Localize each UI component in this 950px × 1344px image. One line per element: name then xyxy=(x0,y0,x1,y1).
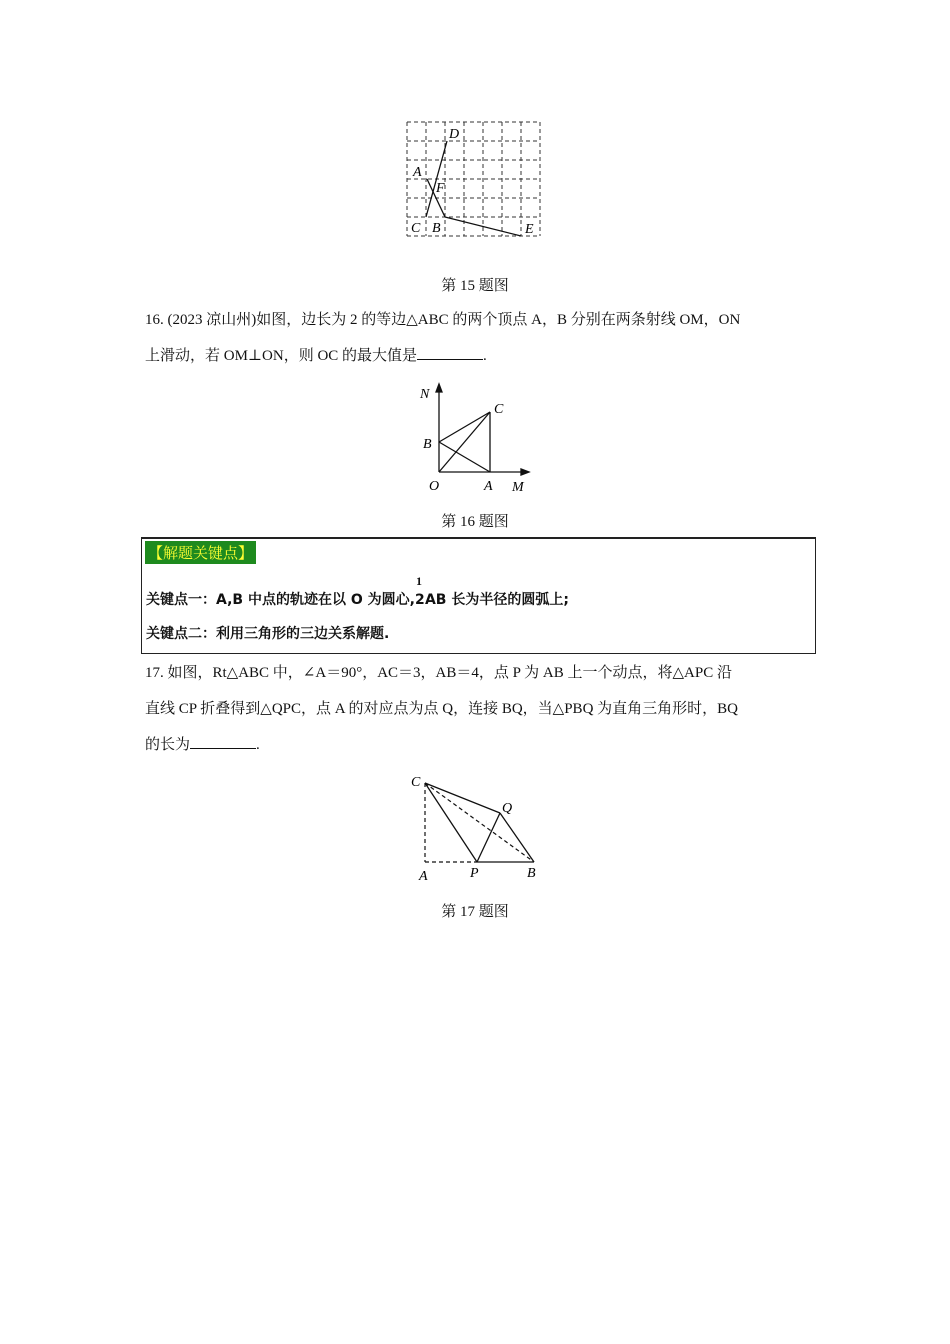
label-n: N xyxy=(420,387,430,402)
figure-16-caption: 第 16 题图 xyxy=(441,514,509,530)
label-b: B xyxy=(423,437,432,452)
figure-15-grid xyxy=(400,115,550,245)
label-o: O xyxy=(429,479,440,494)
key-points-box xyxy=(141,537,816,654)
question-17-line2: 直线 CP 折叠得到△QPC，点 A 的对应点为点 Q，连接 BQ，当△PBQ 为直角三角形时，BQ xyxy=(145,701,738,717)
figure-17-caption: 第 17 题图 xyxy=(441,904,509,920)
fraction-half: 1 2 xyxy=(414,574,425,608)
answer-blank-17[interactable] xyxy=(190,734,256,749)
label-c: C xyxy=(411,775,421,790)
question-17-line1: 17. 如图，Rt△ABC 中，∠A＝90°，AC＝3，AB＝4，点 P 为 AB 上一个动点，将△APC 沿 xyxy=(145,665,732,681)
question-17-line3 xyxy=(145,727,810,763)
label-m: M xyxy=(512,480,524,495)
question-16-line1: 16. (2023 凉山州)如图，边长为 2 的等边△ABC 的两个顶点 A，B 分别在两条射线 OM，ON xyxy=(145,312,741,328)
key-point-1-text-end: AB 长为半径的圆弧上; xyxy=(424,592,569,608)
key-point-2: 关键点二：利用三角形的三边关系解题. xyxy=(146,626,390,642)
key-point-1 xyxy=(146,574,569,609)
key-points-tag: 【解题关键点】 xyxy=(145,541,256,564)
label-e: E xyxy=(525,222,534,237)
figure-17-diagram xyxy=(405,765,550,895)
label-a: A xyxy=(413,165,422,180)
question-16-text: 上滑动，若 OM⊥ON，则 OC 的最大值是 xyxy=(145,348,418,364)
label-q: Q xyxy=(502,801,513,816)
period: . xyxy=(256,737,260,753)
label-d: D xyxy=(449,127,460,142)
label-c: C xyxy=(411,221,421,236)
label-a: A xyxy=(419,869,428,884)
label-c: C xyxy=(494,402,504,417)
label-p: P xyxy=(470,866,479,881)
label-b: B xyxy=(432,221,441,236)
period: . xyxy=(483,348,487,364)
key-point-1-text: 关键点一：A,B 中点的轨迹在以 O 为圆心, xyxy=(146,592,415,608)
question-17-text: 的长为 xyxy=(145,737,191,753)
question-16-line2 xyxy=(145,338,810,374)
label-a: A xyxy=(484,479,493,494)
answer-blank-16[interactable] xyxy=(417,345,483,360)
label-f: F xyxy=(436,181,445,196)
figure-15-caption: 第 15 题图 xyxy=(441,278,509,294)
figure-16-diagram xyxy=(410,380,540,495)
label-b: B xyxy=(527,866,536,881)
